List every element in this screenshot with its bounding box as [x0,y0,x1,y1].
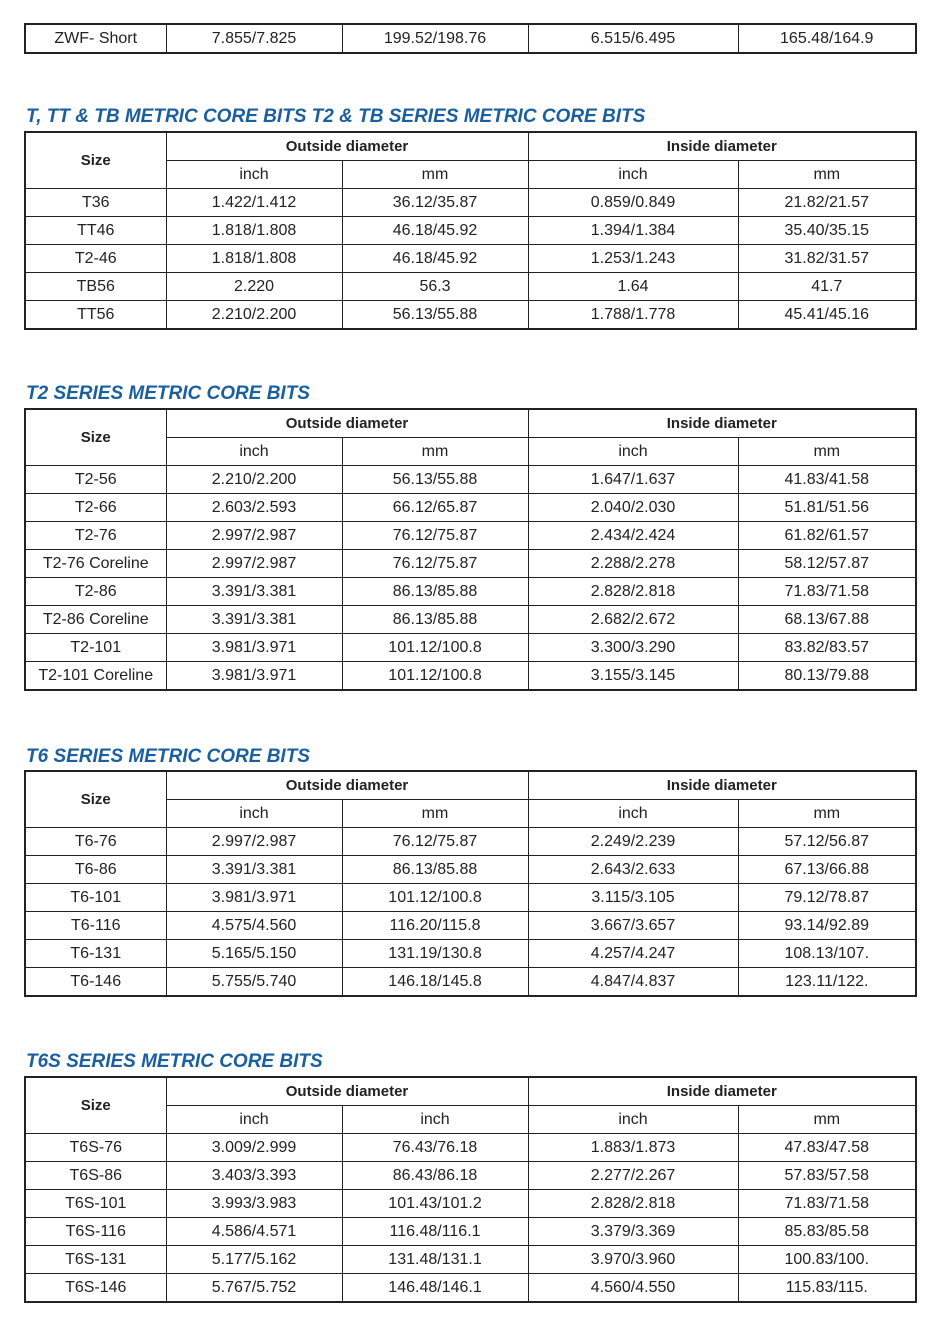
size-cell: T36 [25,189,166,217]
value-cell: 1.64 [528,273,738,301]
inside-diameter-header: Inside diameter [528,409,916,438]
value-cell: 76.12/75.87 [342,522,528,550]
value-cell: 146.18/145.8 [342,968,528,997]
value-cell: 66.12/65.87 [342,494,528,522]
value-cell: 4.560/4.550 [528,1274,738,1303]
table-row [25,968,916,997]
value-cell: 1.647/1.637 [528,466,738,494]
value-cell: 2.828/2.818 [528,1190,738,1218]
value-cell: 83.82/83.57 [738,634,916,662]
value-cell: 79.12/78.87 [738,884,916,912]
header-row [25,1077,916,1106]
value-cell: 76.12/75.87 [342,550,528,578]
value-cell: 3.155/3.145 [528,662,738,691]
size-cell: T2-76 [25,522,166,550]
value-cell: 3.993/3.983 [166,1190,342,1218]
unit-header: inch [528,161,738,189]
value-cell: 3.391/3.381 [166,856,342,884]
inside-diameter-header: Inside diameter [528,132,916,161]
unit-header: mm [738,438,916,466]
value-cell: 86.13/85.88 [342,856,528,884]
core-bits-table [24,1076,917,1303]
table-row [25,606,916,634]
size-cell: T6-101 [25,884,166,912]
size-cell: T6S-116 [25,1218,166,1246]
table-row [25,578,916,606]
value-cell: 3.009/2.999 [166,1134,342,1162]
value-cell: 1.883/1.873 [528,1134,738,1162]
unit-header: mm [342,800,528,828]
size-cell: T6-86 [25,856,166,884]
value-cell: 3.981/3.971 [166,634,342,662]
outside-diameter-header: Outside diameter [166,409,528,438]
value-cell: 3.403/3.393 [166,1162,342,1190]
value-cell: 56.13/55.88 [342,301,528,330]
value-cell: 2.682/2.672 [528,606,738,634]
unit-header: mm [342,161,528,189]
size-header: Size [25,1077,166,1134]
unit-header: inch [528,438,738,466]
value-cell: 2.997/2.987 [166,828,342,856]
value-cell: 115.83/115. [738,1274,916,1303]
unit-header: inch [166,1106,342,1134]
value-cell: 3.391/3.381 [166,606,342,634]
value-cell: 2.603/2.593 [166,494,342,522]
value-cell: 86.43/86.18 [342,1162,528,1190]
value-cell: 41.83/41.58 [738,466,916,494]
value-cell: 2.288/2.278 [528,550,738,578]
size-cell: T6S-146 [25,1274,166,1303]
value-cell: 3.970/3.960 [528,1246,738,1274]
size-header: Size [25,771,166,828]
value-cell: 85.83/85.58 [738,1218,916,1246]
value-cell: 100.83/100. [738,1246,916,1274]
value-cell: 3.981/3.971 [166,662,342,691]
core-bits-table [24,770,917,997]
value-cell: 3.115/3.105 [528,884,738,912]
value-cell: 45.41/45.16 [738,301,916,330]
table-row [25,940,916,968]
value-cell: 3.667/3.657 [528,912,738,940]
table-row [25,1218,916,1246]
value-cell: 2.997/2.987 [166,522,342,550]
size-cell: T6S-76 [25,1134,166,1162]
value-cell: 1.818/1.808 [166,245,342,273]
value-cell: 80.13/79.88 [738,662,916,691]
table-row [25,522,916,550]
size-cell: T2-76 Coreline [25,550,166,578]
value-cell: 123.11/122. [738,968,916,997]
value-cell: 57.83/57.58 [738,1162,916,1190]
table-row [25,1274,916,1303]
value-cell: 58.12/57.87 [738,550,916,578]
core-bits-table [24,131,917,330]
value-cell: 2.643/2.633 [528,856,738,884]
value-cell: 67.13/66.88 [738,856,916,884]
value-cell: 7.855/7.825 [166,24,342,53]
table-row [25,189,916,217]
size-cell: T2-101 [25,634,166,662]
value-cell: 6.515/6.495 [528,24,738,53]
size-cell: T2-46 [25,245,166,273]
value-cell: 21.82/21.57 [738,189,916,217]
size-cell: T2-56 [25,466,166,494]
value-cell: 101.12/100.8 [342,662,528,691]
value-cell: 31.82/31.57 [738,245,916,273]
size-cell: TT46 [25,217,166,245]
value-cell: 4.575/4.560 [166,912,342,940]
table-row [25,828,916,856]
value-cell: 116.48/116.1 [342,1218,528,1246]
section-title: T2 SERIES METRIC CORE BITS [26,383,310,404]
outside-diameter-header: Outside diameter [166,132,528,161]
value-cell: 5.177/5.162 [166,1246,342,1274]
value-cell: 5.755/5.740 [166,968,342,997]
header-row [25,409,916,438]
value-cell: 41.7 [738,273,916,301]
size-cell: T2-101 Coreline [25,662,166,691]
size-cell: T6-116 [25,912,166,940]
value-cell: 1.422/1.412 [166,189,342,217]
table-row [25,245,916,273]
unit-header: inch [166,800,342,828]
size-cell: T6-131 [25,940,166,968]
value-cell: 71.83/71.58 [738,1190,916,1218]
value-cell: 4.257/4.247 [528,940,738,968]
value-cell: 3.981/3.971 [166,884,342,912]
value-cell: 56.3 [342,273,528,301]
header-row [25,132,916,161]
table-row [25,301,916,330]
table-row [25,1134,916,1162]
value-cell: 93.14/92.89 [738,912,916,940]
size-cell: T6-76 [25,828,166,856]
unit-header: mm [738,1106,916,1134]
size-cell: T6-146 [25,968,166,997]
inside-diameter-header: Inside diameter [528,771,916,800]
value-cell: 2.210/2.200 [166,301,342,330]
table-row [25,912,916,940]
value-cell: 146.48/146.1 [342,1274,528,1303]
table-row [25,466,916,494]
value-cell: 51.81/51.56 [738,494,916,522]
size-cell: T2-66 [25,494,166,522]
value-cell: 5.767/5.752 [166,1274,342,1303]
section-title: T6S SERIES METRIC CORE BITS [26,1051,323,1072]
section-title: T6 SERIES METRIC CORE BITS [26,746,310,767]
value-cell: 2.277/2.267 [528,1162,738,1190]
size-header: Size [25,132,166,189]
table-row [25,24,916,53]
value-cell: 2.220 [166,273,342,301]
core-bits-table [24,408,917,691]
value-cell: 101.12/100.8 [342,634,528,662]
value-cell: 57.12/56.87 [738,828,916,856]
top-partial-table [24,23,917,54]
unit-header: mm [738,800,916,828]
value-cell: 61.82/61.57 [738,522,916,550]
value-cell: 1.394/1.384 [528,217,738,245]
size-cell: T2-86 Coreline [25,606,166,634]
unit-header: inch [166,438,342,466]
value-cell: 116.20/115.8 [342,912,528,940]
size-cell: T2-86 [25,578,166,606]
value-cell: 2.249/2.239 [528,828,738,856]
value-cell: 2.434/2.424 [528,522,738,550]
value-cell: 101.12/100.8 [342,884,528,912]
value-cell: 131.48/131.1 [342,1246,528,1274]
unit-header: inch [528,800,738,828]
header-row [25,771,916,800]
value-cell: 1.818/1.808 [166,217,342,245]
value-cell: 86.13/85.88 [342,578,528,606]
size-cell: T6S-101 [25,1190,166,1218]
value-cell: 2.828/2.818 [528,578,738,606]
value-cell: 199.52/198.76 [342,24,528,53]
unit-header: inch [166,161,342,189]
value-cell: 76.43/76.18 [342,1134,528,1162]
unit-header: mm [738,161,916,189]
value-cell: 76.12/75.87 [342,828,528,856]
value-cell: 101.43/101.2 [342,1190,528,1218]
value-cell: 86.13/85.88 [342,606,528,634]
section-title: T, TT & TB METRIC CORE BITS T2 & TB SERIES METRIC CORE BITS [26,106,646,127]
unit-header: inch [342,1106,528,1134]
size-cell: TB56 [25,273,166,301]
value-cell: 46.18/45.92 [342,245,528,273]
size-cell: T6S-131 [25,1246,166,1274]
value-cell: 2.210/2.200 [166,466,342,494]
table-row [25,273,916,301]
table-row [25,550,916,578]
value-cell: 3.391/3.381 [166,578,342,606]
value-cell: 108.13/107. [738,940,916,968]
value-cell: 47.83/47.58 [738,1134,916,1162]
value-cell: 131.19/130.8 [342,940,528,968]
value-cell: 68.13/67.88 [738,606,916,634]
table-row [25,1162,916,1190]
value-cell: 165.48/164.9 [738,24,916,53]
table-row [25,884,916,912]
value-cell: 4.586/4.571 [166,1218,342,1246]
value-cell: 1.788/1.778 [528,301,738,330]
unit-header: mm [342,438,528,466]
size-cell: T6S-86 [25,1162,166,1190]
value-cell: 35.40/35.15 [738,217,916,245]
value-cell: 4.847/4.837 [528,968,738,997]
unit-header: inch [528,1106,738,1134]
size-header: Size [25,409,166,466]
value-cell: 2.040/2.030 [528,494,738,522]
inside-diameter-header: Inside diameter [528,1077,916,1106]
value-cell: 36.12/35.87 [342,189,528,217]
value-cell: 71.83/71.58 [738,578,916,606]
value-cell: 1.253/1.243 [528,245,738,273]
value-cell: 5.165/5.150 [166,940,342,968]
value-cell: 46.18/45.92 [342,217,528,245]
outside-diameter-header: Outside diameter [166,771,528,800]
table-row [25,1246,916,1274]
size-cell: ZWF- Short [25,24,166,53]
value-cell: 0.859/0.849 [528,189,738,217]
table-row [25,856,916,884]
value-cell: 3.300/3.290 [528,634,738,662]
table-row [25,634,916,662]
value-cell: 56.13/55.88 [342,466,528,494]
value-cell: 3.379/3.369 [528,1218,738,1246]
table-row [25,217,916,245]
outside-diameter-header: Outside diameter [166,1077,528,1106]
value-cell: 2.997/2.987 [166,550,342,578]
table-row [25,662,916,691]
table-row [25,1190,916,1218]
table-row [25,494,916,522]
size-cell: TT56 [25,301,166,330]
